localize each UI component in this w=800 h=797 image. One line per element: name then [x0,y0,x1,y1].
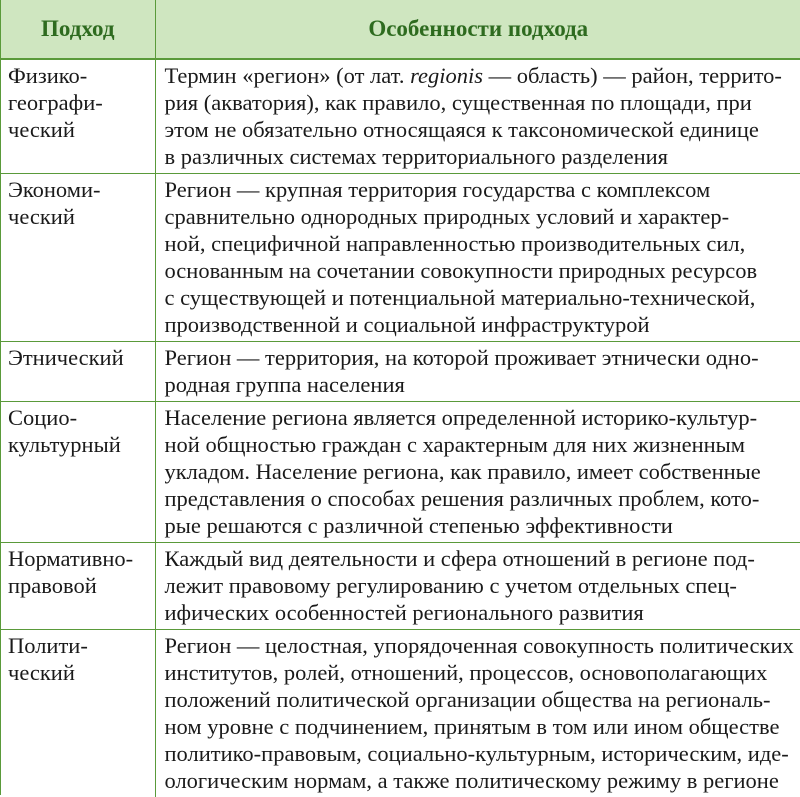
approaches-table [1,0,800,797]
latin-term: regionis [410,63,483,88]
approach-cell: Социо- культурный [1,402,155,543]
table-row [1,59,800,174]
table-header-row [1,0,800,59]
table-body [1,59,800,797]
header-features: Особенности подхода [155,0,800,59]
description-cell: Каждый вид деятельности и сфера отношений в регионе под- лежит правовому регулированию с учетом отдельных спец- ифических особенностей регионального развития [155,543,800,630]
description-cell: Регион — крупная территория государства с комплексом сравнительно однородных природных условий и характер- ной, специфичной направленностью производительных сил, основанным на сочетании совокупности природных ресурсов с существующей и потенциальной материально-технической, производственной и социальной инфраструктурой [155,174,800,342]
approach-cell: Экономи- ческий [1,174,155,342]
table-row [1,402,800,543]
approach-cell: Нормативно- правовой [1,543,155,630]
description-text: Термин «регион» (от лат. [165,63,411,88]
table-row [1,543,800,630]
table-row [1,174,800,342]
description-cell: Население региона является определенной историко-культур- ной общностью граждан с характерным для них жизненным укладом. Население региона, как правило, имеет собственные представления о способах решения различных проблем, кото- рые решаются с различной степенью эффективности [155,402,800,543]
table-row [1,342,800,402]
description-cell: Регион — территория, на которой проживает этнически одно- родная группа населения [155,342,800,402]
approach-cell: Физико- географи- ческий [1,59,155,174]
description-cell: Регион — целостная, упорядоченная совокупность политических институтов, ролей, отношений, процессов, основополагающих положений политической организации общества на региональ- ном уровне с подчинением, принятым в том или ином обществе политико-правовым, социально-культурным, историческим, иде- ологическим нормам, а также политическому режиму в регионе [155,630,800,797]
approach-cell: Полити- ческий [1,630,155,797]
table-row [1,630,800,797]
header-approach: Подход [1,0,155,59]
description-text: — область) — район, террито- рия (акватория), как правило, существенная по площади, при этом не обязательно относящаяся к таксономической единице в различных системах территориального разделения [165,63,782,169]
table-header [1,0,800,59]
description-cell [155,59,800,174]
approach-cell: Этнический [1,342,155,402]
